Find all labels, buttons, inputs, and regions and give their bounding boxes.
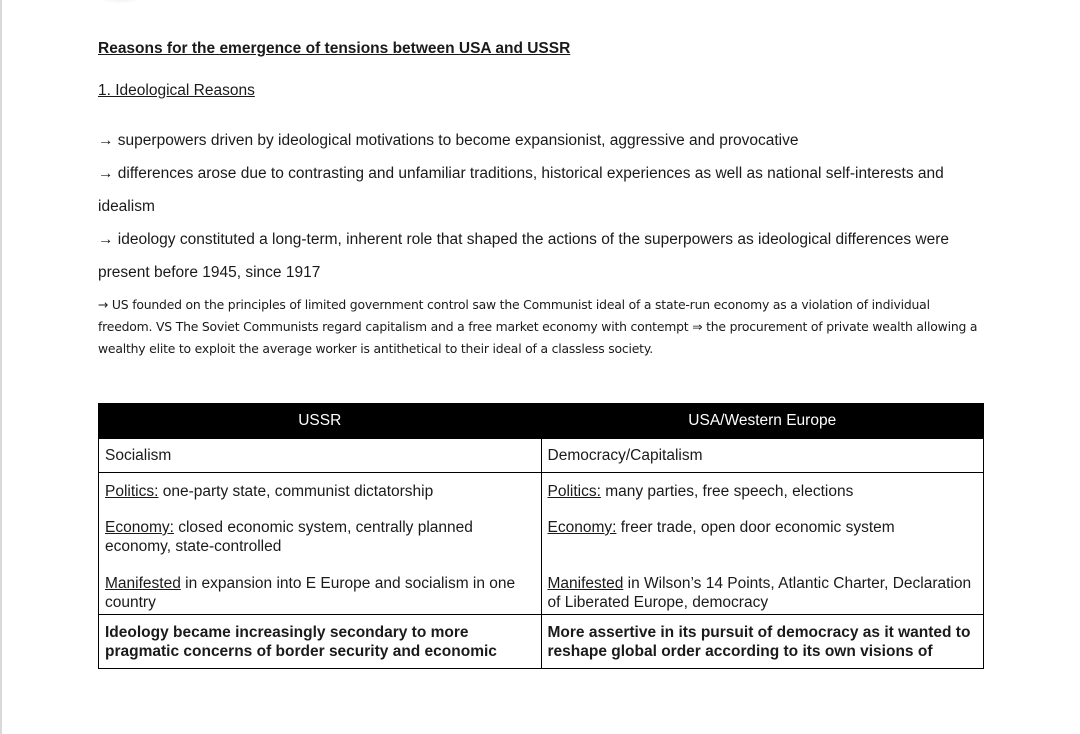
summary-text: Ideology became increasingly secondary to more pragmatic concerns of border security and economic <box>105 624 497 660</box>
cursor-shadow <box>96 0 144 4</box>
table-row <box>99 473 984 502</box>
table-header-row <box>99 404 984 439</box>
cell-usa-ideology: Democracy/Capitalism <box>541 439 984 473</box>
cell-usa-summary <box>541 615 984 669</box>
manifested-label: Manifested <box>547 575 624 592</box>
economy-text: closed economic system, centrally planned economy, state-controlled <box>105 519 473 555</box>
cell-ussr-economy <box>99 501 542 556</box>
bullet-item: → ideology constituted a long-term, inherent role that shaped the actions of the superpowers as ideological differences were present before 1945, since 1917 <box>98 231 949 281</box>
comparison-table <box>98 403 984 669</box>
manifested-text: in expansion into E Europe and socialism in one country <box>105 575 516 611</box>
bullet-list <box>98 124 973 289</box>
politics-text: many parties, free speech, elections <box>600 483 854 500</box>
header-ussr: USSR <box>99 404 542 439</box>
cell-ussr-manifested <box>99 556 542 615</box>
table-row <box>99 615 984 669</box>
detail-paragraph: → US founded on the principles of limited government control saw the Communist ideal of a state-run economy as a violation of individual freedom. VS The Soviet Communists regard capitalism and a free market economy with contempt ⇒ the procurement of private wealth allowing a wealthy elite to exploit the average worker is antithetical to their ideal of a classless society. <box>98 297 978 356</box>
economy-label: Economy: <box>105 519 174 536</box>
cell-ussr-politics <box>99 473 542 502</box>
document-title: Reasons for the emergence of tensions between USA and USSR <box>98 40 571 57</box>
table-row <box>99 439 984 473</box>
cell-usa-economy <box>541 501 984 556</box>
page-left-edge <box>0 0 2 734</box>
section-heading: 1. Ideological Reasons <box>98 82 255 99</box>
bullet-item: → superpowers driven by ideological motivations to become expansionist, aggressive and provocative <box>98 132 799 149</box>
cell-ussr-ideology: Socialism <box>99 439 542 473</box>
politics-text: one-party state, communist dictatorship <box>158 483 434 500</box>
politics-label: Politics: <box>547 483 601 500</box>
bullet-item: → differences arose due to contrasting and unfamiliar traditions, historical experiences as well as national self-interests and idealism <box>98 165 944 215</box>
economy-text: freer trade, open door economic system <box>616 519 895 536</box>
cell-usa-politics <box>541 473 984 502</box>
table-row <box>99 501 984 556</box>
cell-ussr-summary <box>99 615 542 669</box>
header-usa: USA/Western Europe <box>541 404 984 439</box>
table-row <box>99 556 984 615</box>
cell-usa-manifested <box>541 556 984 615</box>
politics-label: Politics: <box>105 483 159 500</box>
summary-text: More assertive in its pursuit of democracy as it wanted to reshape global order according to its own visions of <box>547 624 971 660</box>
economy-label: Economy: <box>547 519 617 536</box>
manifested-text: in Wilson’s 14 Points, Atlantic Charter, Declaration of Liberated Europe, democracy <box>547 575 972 611</box>
manifested-label: Manifested <box>105 575 181 592</box>
